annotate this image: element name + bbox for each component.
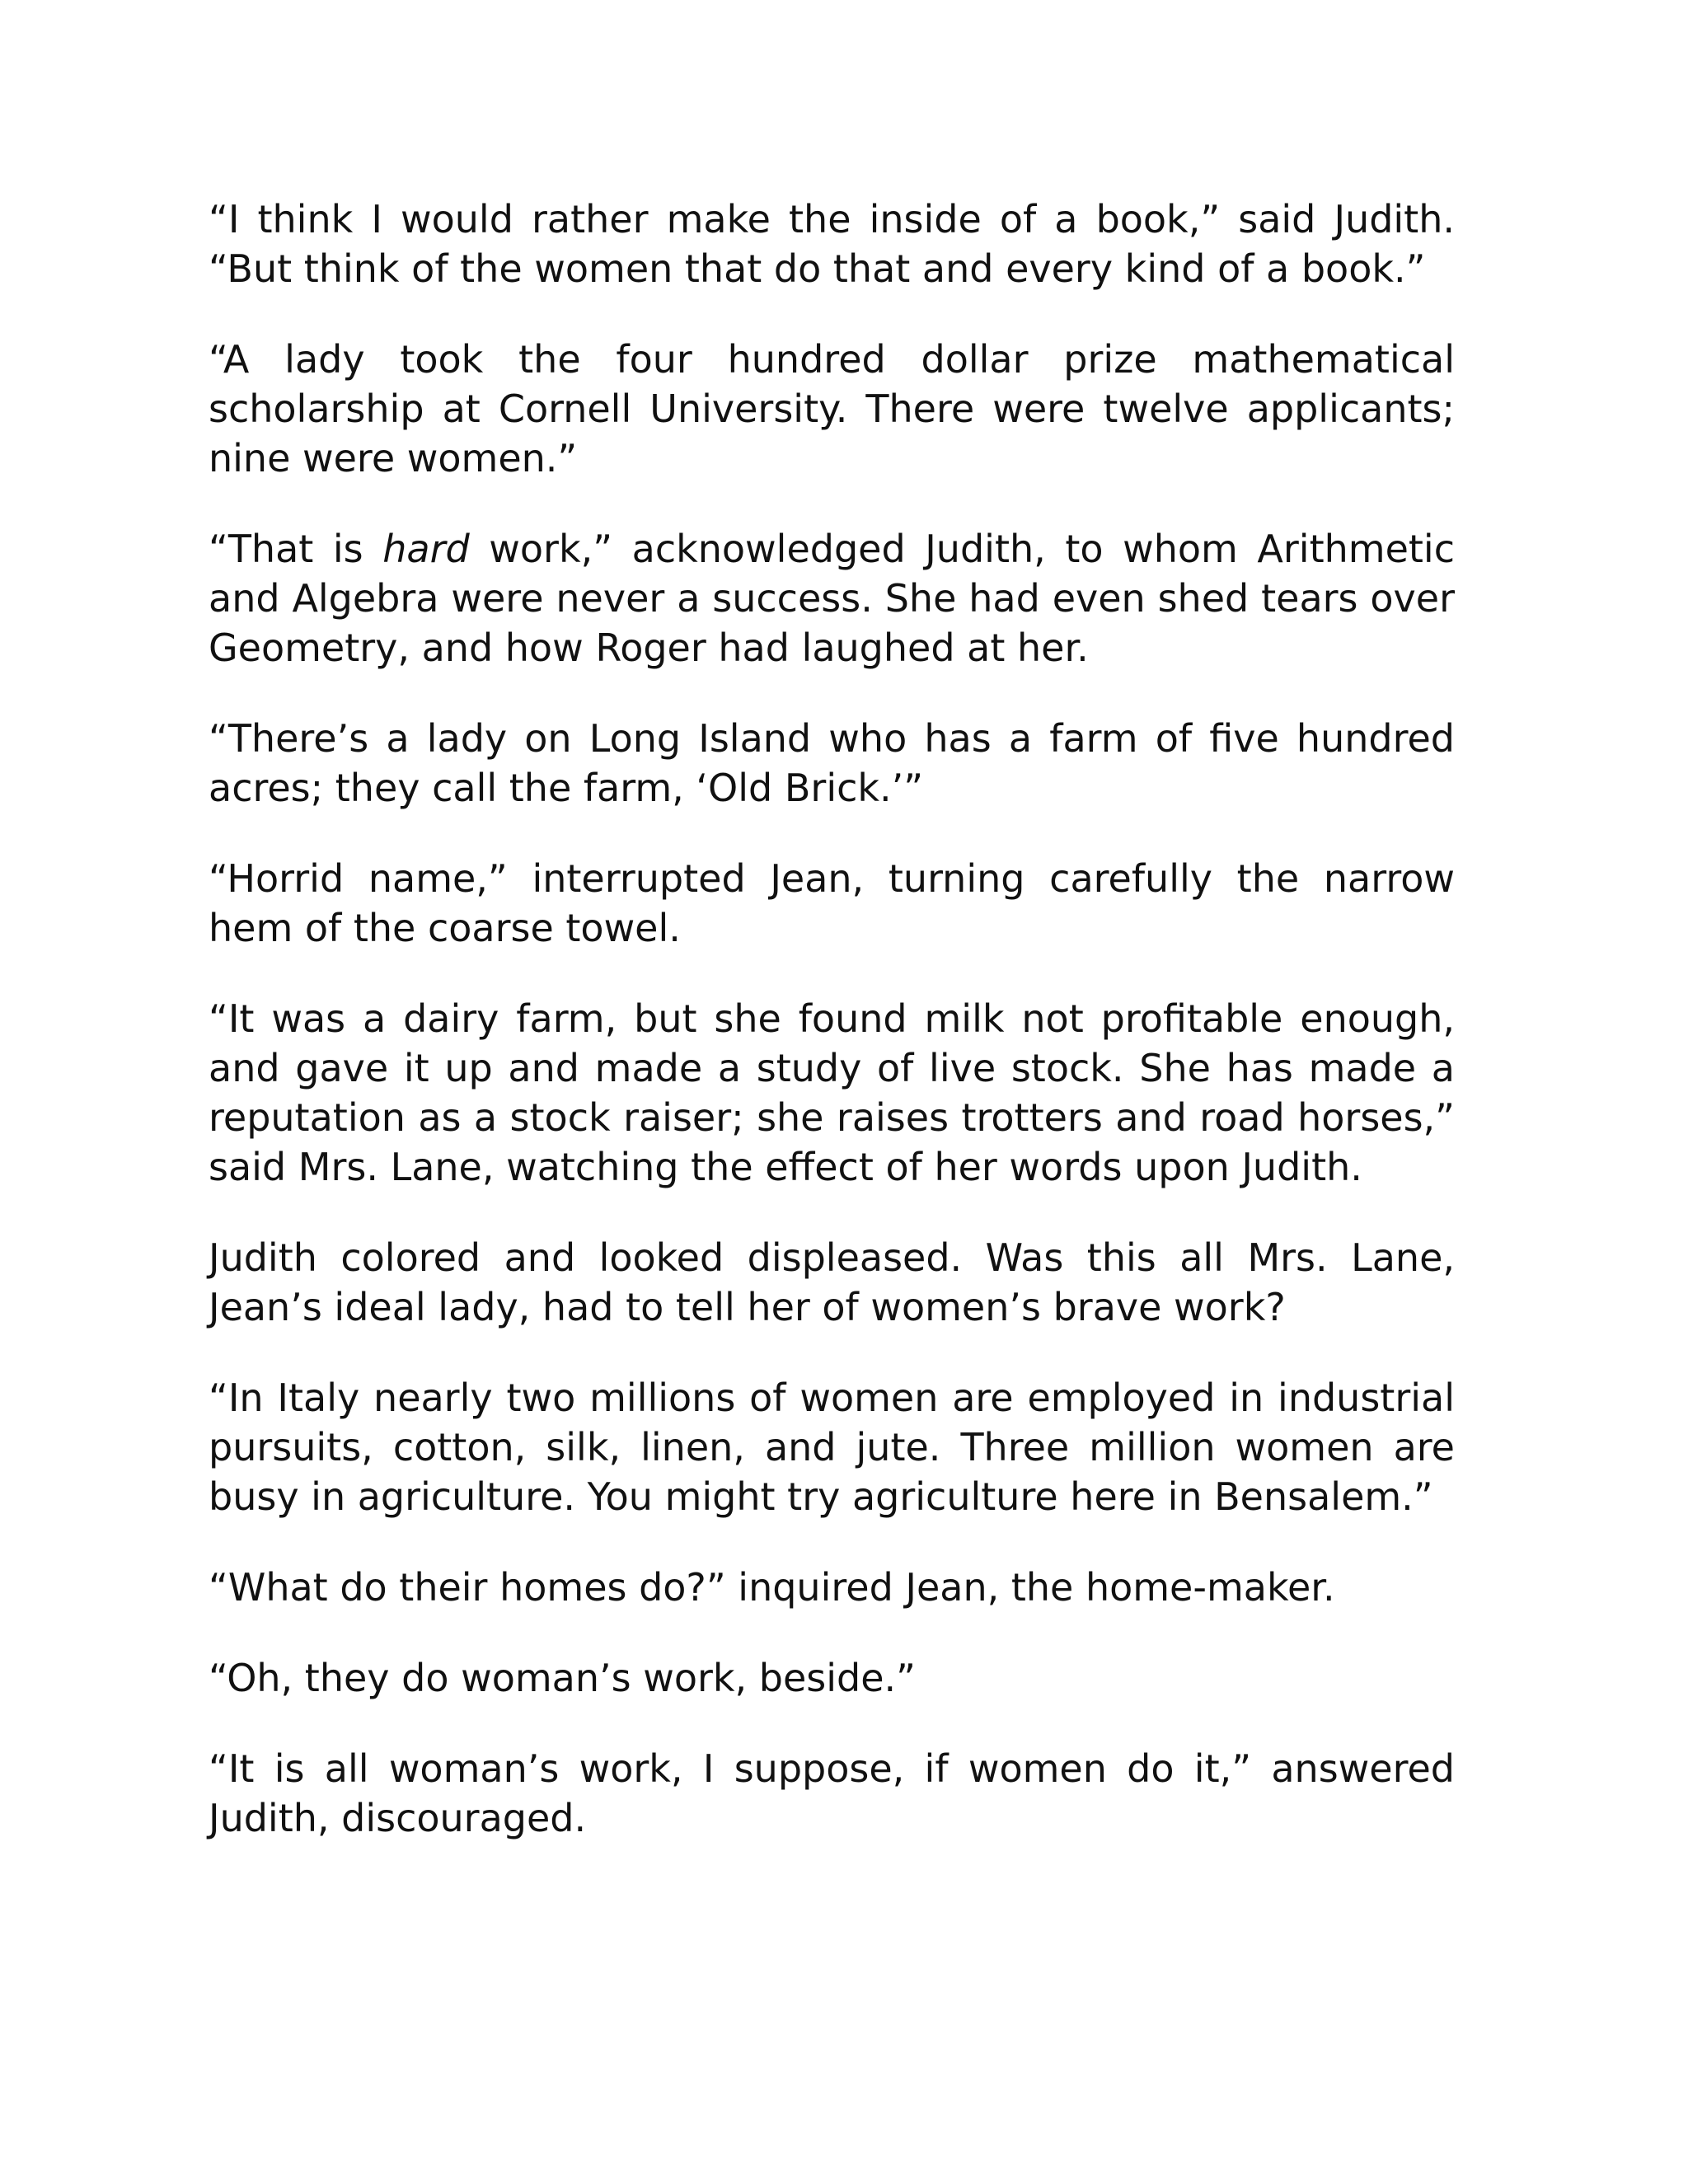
paragraph: “It is all woman’s work, I suppose, if women do it,” answered Judith, discouraged. (209, 1746, 1455, 1840)
paragraph: “I think I would rather make the inside of a book,” said Judith. “But think of the women that do that and every kind of a book.” (209, 197, 1455, 291)
emphasis-text: hard (382, 527, 470, 571)
paragraph: “A lady took the four hundred dollar prize mathematical scholarship at Cornell University. There were twelve applicants; nine were women.” (209, 337, 1455, 480)
paragraph-text: “That is (209, 527, 383, 571)
paragraph: “It was a dairy farm, but she found milk not profitable enough, and gave it up and made a study of live stock. She has made a reputation as a stock raiser; she raises trotters and road horses,” said Mrs. Lane, watching the effect of her words upon Judith. (209, 996, 1455, 1189)
body-text (209, 194, 1455, 1884)
paragraph (209, 524, 1455, 673)
paragraph: “Oh, they do woman’s work, beside.” (209, 1656, 916, 1700)
paragraph: “There’s a lady on Long Island who has a farm of five hundred acres; they call the farm, ‘Old Brick.’” (209, 716, 1455, 810)
paragraph: “In Italy nearly two millions of women are employed in industrial pursuits, cotton, silk, linen, and jute. Three million women are busy in agriculture. You might try agriculture here in Bensalem.” (209, 1376, 1455, 1519)
paragraph: “What do their homes do?” inquired Jean, the home-maker. (209, 1565, 1335, 1610)
paragraph: “Horrid name,” interrupted Jean, turning carefully the narrow hem of the coarse towel. (209, 856, 1455, 950)
paragraph-text: work,” acknowledged Judith, to whom Arithmetic and Algebra were never a success. She had even shed tears over Geometry, and how Roger had laughed at her. (209, 527, 1455, 670)
paragraph: Judith colored and looked displeased. Was this all Mrs. Lane, Jean’s ideal lady, had to tell her of women’s brave work? (209, 1235, 1455, 1329)
